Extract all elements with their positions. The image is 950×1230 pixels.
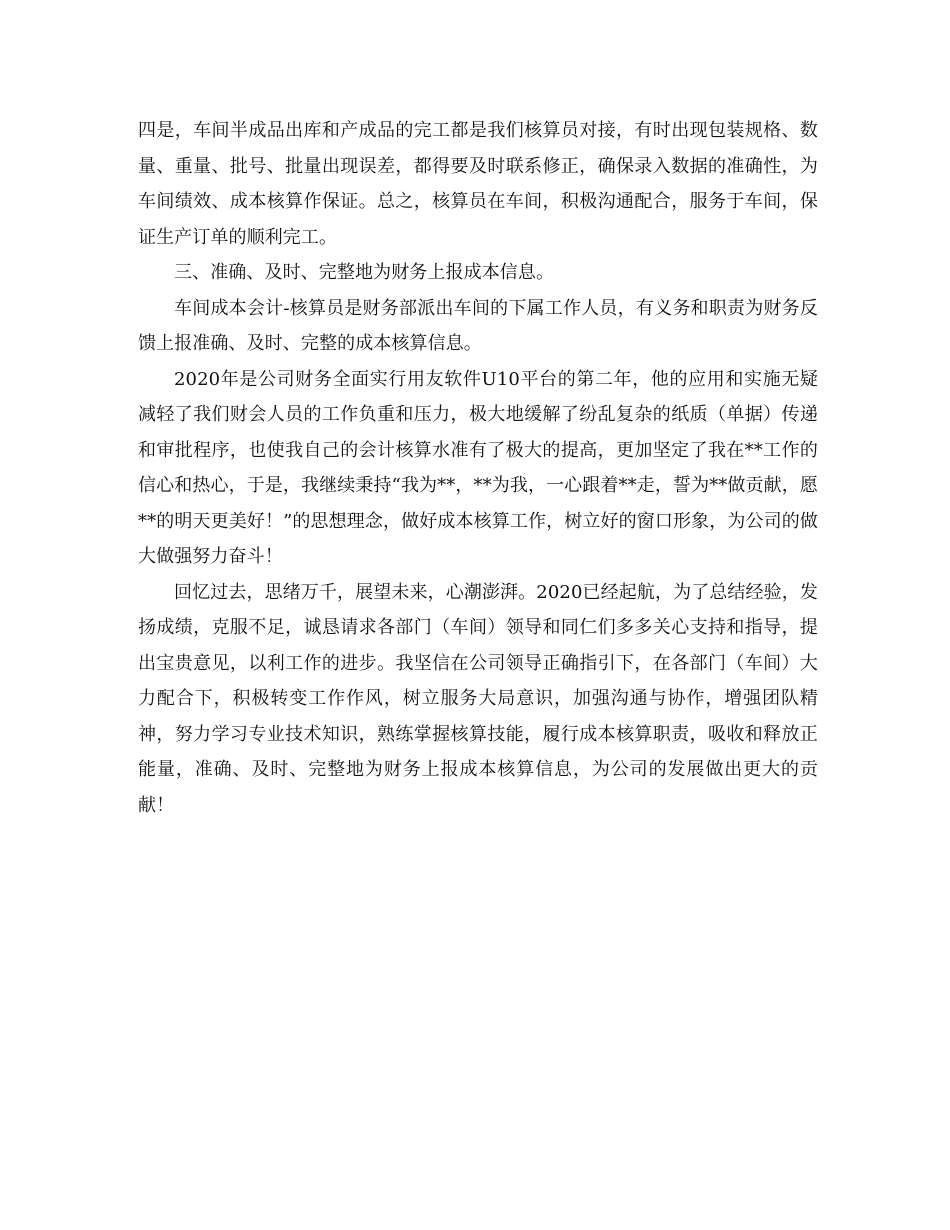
paragraph-1: 四是，车间半成品出库和产成品的完工都是我们核算员对接，有时出现包装规格、数量、重量、批号、批量出现误差，都得要及时联系修正，确保录入数据的准确性，为车间绩效、成本核算作保证。总之，核算员在车间，积极沟通配合，服务于车间，保证生产订单的顺利完工。 (138, 120, 818, 248)
paragraph-2-heading: 三、准确、及时、完整地为财务上报成本信息。 (174, 262, 555, 283)
document-body (138, 113, 818, 823)
paragraph-3: 车间成本会计-核算员是财务部派出车间的下属工作人员，有义务和职责为财务反馈上报准确、及时、完整的成本核算信息。 (138, 297, 818, 354)
paragraph-5: 回忆过去，思绪万千，展望未来，心潮澎湃。2020已经起航，为了总结经验，发扬成绩，克服不足，诚恳请求各部门（车间）领导和同仁们多多关心支持和指导，提出宝贵意见，以利工作的进步。我坚信在公司领导正确指引下，在各部门（车间）大力配合下，积极转变工作作风，树立服务大局意识，加强沟通与协作，增强团队精神，努力学习专业技术知识，熟练掌握核算技能，履行成本核算职责，吸收和释放正能量，准确、及时、完整地为财务上报成本核算信息，为公司的发展做出更大的贡献！ (138, 581, 818, 816)
paragraph-4: 2020年是公司财务全面实行用友软件U10平台的第二年，他的应用和实施无疑减轻了我们财会人员的工作负重和压力，极大地缓解了纷乱复杂的纸质（单据）传递和审批程序，也使我自己的会计核算水准有了极大的提高，更加坚定了我在**工作的信心和热心，于是，我继续秉持“我为**，**为我，一心跟着**走，誓为**做贡献，愿**的明天更美好！”的思想理念，做好成本核算工作，树立好的窗口形象，为公司的做大做强努力奋斗！ (138, 368, 818, 567)
